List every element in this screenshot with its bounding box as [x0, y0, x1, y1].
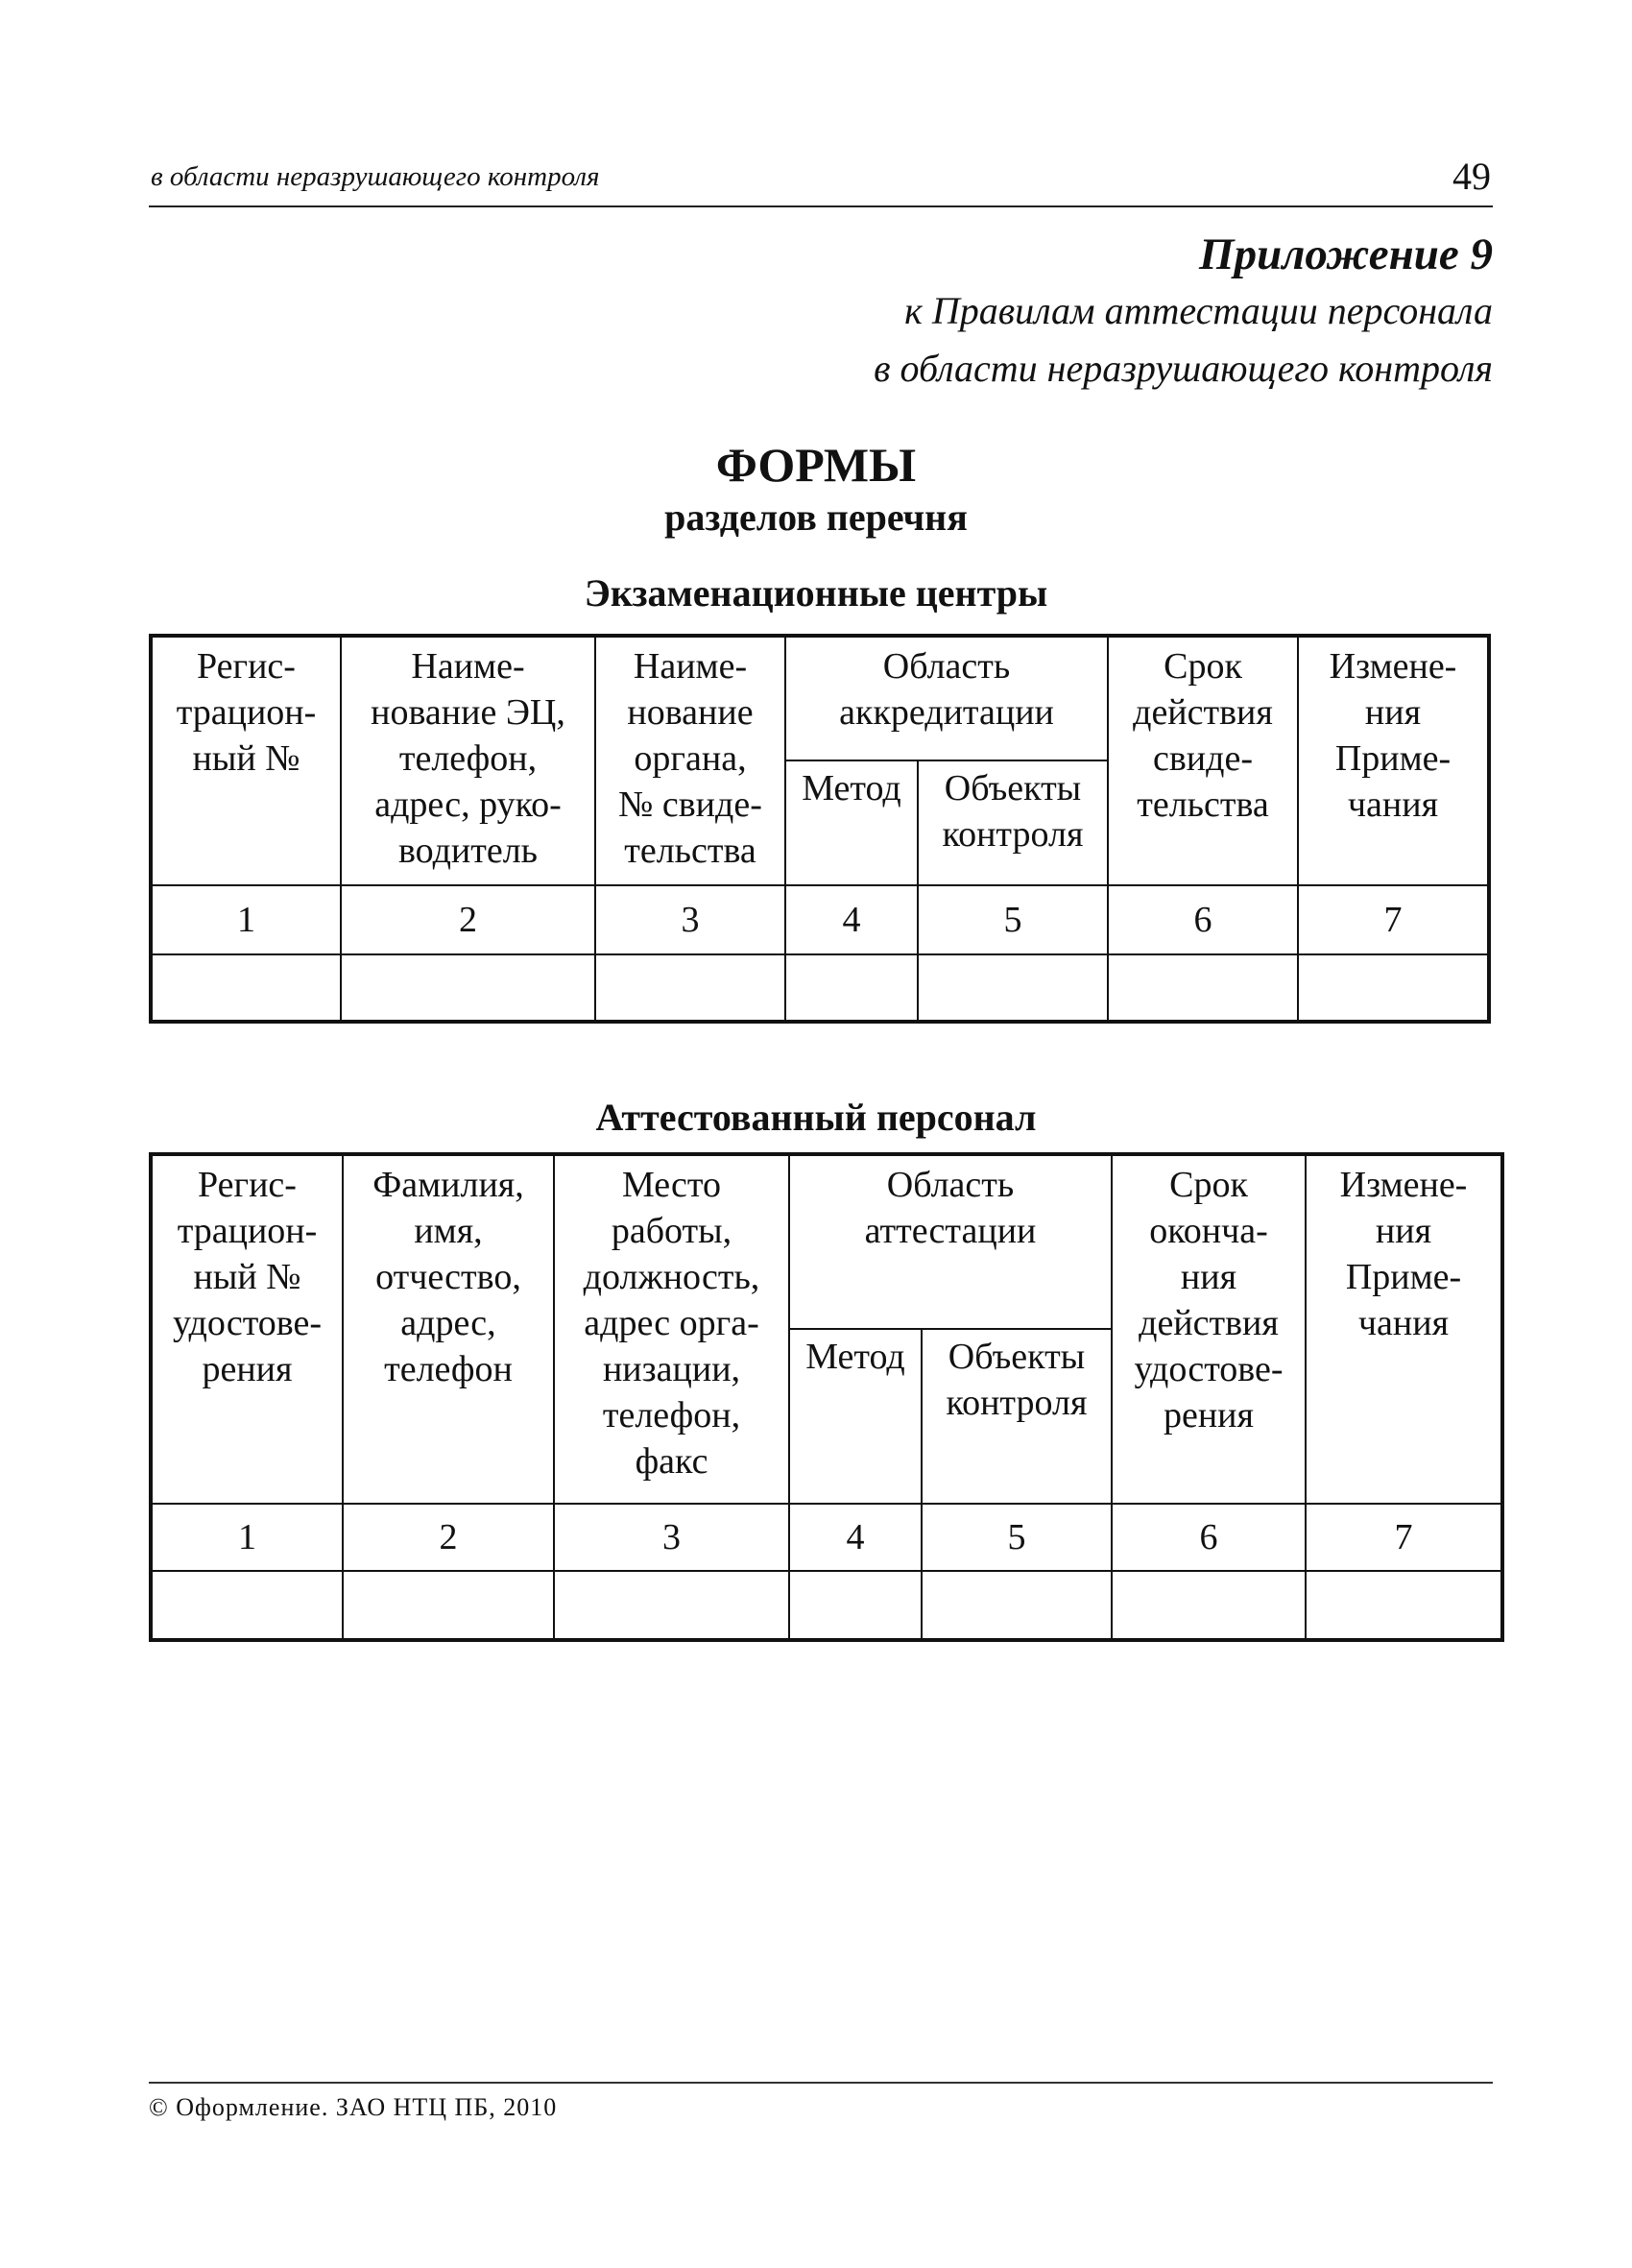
running-title: в области неразрушающего контроля [151, 161, 600, 192]
column-number-cell: 4 [789, 1504, 922, 1571]
empty-cell [595, 954, 785, 1022]
section-title-certified-personnel: Аттестованный персонал [595, 1096, 1037, 1139]
header-cell: Измене- ния Приме- чания [1298, 636, 1489, 885]
empty-cell [554, 1571, 789, 1640]
appendix-line-2: в области неразрушающего контроля [874, 347, 1493, 390]
document-subtitle: разделов перечня [664, 495, 968, 539]
header-cell-group: Область аттестации [789, 1154, 1112, 1329]
subheader-cell: Объекты контроля [918, 760, 1108, 885]
empty-cell [151, 1571, 343, 1640]
column-number-cell: 6 [1108, 885, 1298, 954]
subheader-cell: Объекты контроля [922, 1329, 1112, 1504]
header-cell: Регис- трацион- ный № [151, 636, 341, 885]
column-number-cell: 1 [151, 1504, 343, 1571]
empty-cell [1108, 954, 1298, 1022]
column-number-cell: 2 [343, 1504, 554, 1571]
empty-cell [789, 1571, 922, 1640]
header-cell: Срок оконча- ния действия удостове- рения [1112, 1154, 1306, 1504]
running-header [149, 154, 1493, 207]
column-number-cell: 1 [151, 885, 341, 954]
footer-copyright: © Оформление. ЗАО НТЦ ПБ, 2010 [149, 2093, 558, 2121]
header-cell: Место работы, должность, адрес орга- низации, телефон, факс [554, 1154, 789, 1504]
certified-personnel-table [149, 1152, 1504, 1642]
header-cell: Измене- ния Приме- чания [1306, 1154, 1502, 1504]
header-cell: Наиме- нование органа, № свиде- тельства [595, 636, 785, 885]
appendix-line-1: к Правилам аттестации персонала [904, 289, 1493, 332]
empty-cell [922, 1571, 1112, 1640]
column-number-cell: 2 [341, 885, 595, 954]
empty-cell [1306, 1571, 1502, 1640]
exam-centers-table [149, 634, 1491, 1024]
page-number: 49 [1452, 155, 1491, 198]
appendix-title: Приложение 9 [1199, 229, 1493, 279]
footer-rule [149, 2082, 1493, 2084]
empty-cell [341, 954, 595, 1022]
empty-cell [343, 1571, 554, 1640]
subheader-cell: Метод [789, 1329, 922, 1504]
header-cell-group: Область аккредитации [785, 636, 1108, 760]
empty-cell [1298, 954, 1489, 1022]
column-number-cell: 3 [595, 885, 785, 954]
column-number-cell: 3 [554, 1504, 789, 1571]
empty-cell [1112, 1571, 1306, 1640]
empty-cell [785, 954, 918, 1022]
empty-cell [151, 954, 341, 1022]
header-cell: Регис- трацион- ный № удостове- рения [151, 1154, 343, 1504]
appendix-block [874, 227, 1493, 398]
header-cell: Наиме- нование ЭЦ, телефон, адрес, руко- водитель [341, 636, 595, 885]
column-number-cell: 5 [918, 885, 1108, 954]
empty-cell [918, 954, 1108, 1022]
header-cell: Фамилия, имя, отчество, адрес, телефон [343, 1154, 554, 1504]
subheader-cell: Метод [785, 760, 918, 885]
header-cell: Срок действия свиде- тельства [1108, 636, 1298, 885]
document-title: ФОРМЫ [715, 438, 917, 492]
column-number-cell: 7 [1298, 885, 1489, 954]
column-number-cell: 4 [785, 885, 918, 954]
section-title-exam-centers: Экзаменационные центры [584, 571, 1048, 615]
column-number-cell: 6 [1112, 1504, 1306, 1571]
column-number-cell: 5 [922, 1504, 1112, 1571]
column-number-cell: 7 [1306, 1504, 1502, 1571]
